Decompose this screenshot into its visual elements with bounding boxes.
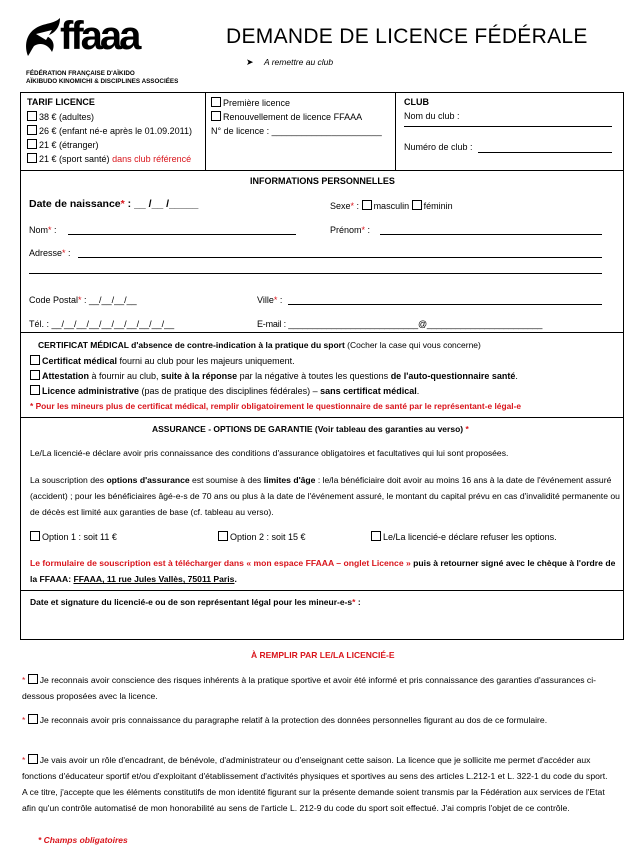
cp-label: Code Postal <box>29 295 79 305</box>
logo-wordmark: ffaaa <box>60 14 139 58</box>
female-label: féminin <box>423 201 453 211</box>
checkbox[interactable] <box>30 385 40 395</box>
code-postal-field[interactable] <box>29 295 137 305</box>
ville-field[interactable] <box>288 296 602 305</box>
club-number-field[interactable] <box>478 142 612 153</box>
option-label: Renouvellement de licence FFAAA <box>223 112 363 122</box>
checkbox[interactable] <box>27 153 37 163</box>
tarif-option-label: 26 € (enfant né-e après le 01.09.2011) <box>39 126 192 136</box>
checkbox[interactable] <box>218 531 228 541</box>
personal-info-heading: INFORMATIONS PERSONNELLES <box>250 176 395 186</box>
medical-option-administrative[interactable]: Licence administrative (pas de pratique des disciplines fédérales) – sans certificat médical. <box>30 385 419 396</box>
page-title: DEMANDE DE LICENCE FÉDÉRALE <box>226 25 588 48</box>
medical-option-attestation[interactable]: Attestation à fournir au club, suite à la réponse par la négative à toutes les questions de l'auto-questionnaire santé. <box>30 370 518 381</box>
adresse-label: Adresse* : <box>29 248 71 258</box>
email-field[interactable]: E-mail : ___________________________@________________________ <box>257 319 543 329</box>
birth-format: : __ /__ /_____ <box>124 198 199 210</box>
tarif-option-label: 21 € (sport santé) <box>39 154 110 164</box>
signature-label: Date et signature du licencié-e ou de son représentant légal pour les mineur-e-s* : <box>30 597 361 607</box>
declaration-3[interactable]: * Je vais avoir un rôle d'encadrant, de bénévole, d'administrateur ou d'enseignant cette saison. La licence que je sollicite me permet d'accéder aux fonctions d'éducateur sportif et/ou d'exploitant d'établissement d'activités physiques et sportives au sens des articles L.212-1 et L. 322-1 du code du sport. A ce titre, j'accepte que les éléments constitutifs de mon identité figurant sur la présente demande soient transmis par la Fédération aux services de l'Etat afin qu'un contrôle automatisé de mon honorabilité au sens de l'article L. 212-9 du code du sport soit effectué. J'ai compris l'objet de ce contrôle. <box>22 755 608 813</box>
checkbox[interactable] <box>30 370 40 380</box>
insurance-text-1: Le/La licencié-e déclare avoir pris connaissance des conditions d'assurance obligatoires et facultatives qui lui sont proposées. <box>30 448 509 458</box>
club-name-label: Nom du club : <box>404 111 460 121</box>
declarations-heading: À REMPLIR PAR LE/LA LICENCIÉ-E <box>251 650 395 660</box>
insurance-option-2[interactable]: Option 2 : soit 15 € <box>218 531 306 542</box>
insurance-refuse[interactable]: Le/La licencié-e déclare refuser les options. <box>371 531 557 542</box>
nom-label: Nom* : <box>29 225 57 235</box>
birth-label: Date de naissance <box>29 198 121 210</box>
male-checkbox[interactable] <box>362 200 372 210</box>
medical-option-certificate[interactable]: Certificat médical fourni au club pour les majeurs uniquement. <box>30 355 295 366</box>
subscription-form-note: Le formulaire de souscription est à télécharger dans « mon espace FFAAA – onglet Licence » puis à retourner signé avec le chèque à l'ordre de la FFAAA: FFAAA, 11 rue Jules Vallès, 75011 Paris. <box>30 558 616 584</box>
checkbox[interactable] <box>30 355 40 365</box>
colon: : <box>354 201 360 211</box>
org-name-line1: FÉDÉRATION FRANÇAISE D'AÏKIDO <box>26 70 135 77</box>
tarif-heading: TARIF LICENCE <box>27 97 95 107</box>
nom-field[interactable] <box>68 226 296 235</box>
mandatory-fields-note: * Champs obligatoires <box>38 835 128 845</box>
licence-number-field[interactable]: N° de licence : ______________________ <box>211 126 382 136</box>
divider <box>205 92 206 171</box>
option-label: Première licence <box>223 98 291 108</box>
male-label: masculin <box>373 201 410 211</box>
club-name-field[interactable] <box>404 126 612 127</box>
checkbox[interactable] <box>211 111 221 121</box>
tarif-option-21-health[interactable] <box>27 153 191 164</box>
prenom-field[interactable] <box>380 226 602 235</box>
renewal-option[interactable] <box>211 111 362 122</box>
checkbox[interactable] <box>211 97 221 107</box>
medical-heading: CERTIFICAT MÉDICAL d'absence de contre-indication à la pratique du sport (Cocher la case qui vous concerne) <box>38 340 481 350</box>
tarif-option-38[interactable] <box>27 111 94 122</box>
subtitle: A remettre au club <box>264 57 334 67</box>
tarif-option-label: 21 € (étranger) <box>39 140 99 150</box>
arrow-icon: ➤ <box>246 57 254 67</box>
org-name-line2: AÏKIBUDO KINOMICHI & DISCIPLINES ASSOCIÉES <box>26 78 179 85</box>
checkbox[interactable] <box>27 125 37 135</box>
telephone-field[interactable]: Tél. : __/__/__/__/__/__/__/__/__/__ <box>29 319 175 329</box>
tarif-option-note: dans club référencé <box>112 154 192 164</box>
checkbox[interactable] <box>28 754 38 764</box>
first-licence-option[interactable] <box>211 97 290 108</box>
insurance-heading: ASSURANCE - OPTIONS DE GARANTIE (Voir tableau des garanties au verso) * <box>152 424 469 434</box>
tarif-option-21-foreign[interactable] <box>27 139 99 150</box>
sex-label: Sexe <box>330 201 351 211</box>
adresse-field-line2[interactable] <box>29 273 602 274</box>
checkbox[interactable] <box>28 714 38 724</box>
required-star: * <box>350 201 355 211</box>
sex-field <box>330 200 453 211</box>
checkbox[interactable] <box>27 139 37 149</box>
checkbox[interactable] <box>27 111 37 121</box>
declaration-1[interactable]: * Je reconnais avoir conscience des risques inhérents à la pratique sportive et avoir été informé et pris connaissance des garanties d'assurances ci-dessous proposées avec la licence. <box>22 675 596 701</box>
required-star: * <box>78 295 82 305</box>
declaration-2[interactable]: * Je reconnais avoir pris connaissance du paragraphe relatif à la protection des données personnelles figurant au dos de ce formulaire. <box>22 715 548 725</box>
tarif-option-26[interactable] <box>27 125 192 136</box>
club-number-label: Numéro de club : <box>404 142 473 152</box>
insurance-text-2: La souscription des options d'assurance est soumise à des limites d'âge : le/la bénéficiaire doit avoir au moins 16 ans à la date de l'événement assuré (accident) ; pour les bénéficiaires âgé-e-s de 70 ans ou plus à la date de l'événement assuré, le montant du capital prévu en cas d'invalidité permanente ou de décès est limité aux garanties de base (cf. tableau au verso). <box>30 475 620 517</box>
adresse-field[interactable] <box>78 249 602 258</box>
prenom-label: Prénom* : <box>330 225 371 235</box>
required-star: * <box>120 198 125 210</box>
birth-date-field[interactable] <box>29 198 198 210</box>
cp-format: : __/__/__/__ <box>81 295 137 305</box>
insurance-option-1[interactable]: Option 1 : soit 11 € <box>30 531 117 542</box>
female-checkbox[interactable] <box>412 200 422 210</box>
tarif-option-label: 38 € (adultes) <box>39 112 95 122</box>
logo <box>22 14 187 88</box>
ville-label: Ville* : <box>257 295 283 305</box>
divider <box>395 92 396 171</box>
club-heading: CLUB <box>404 97 429 107</box>
checkbox[interactable] <box>371 531 381 541</box>
minor-note: * Pour les mineurs plus de certificat médical, remplir obligatoirement le questionnaire de santé par le représentant-e légal-e <box>30 401 522 411</box>
checkbox[interactable] <box>30 531 40 541</box>
checkbox[interactable] <box>28 674 38 684</box>
